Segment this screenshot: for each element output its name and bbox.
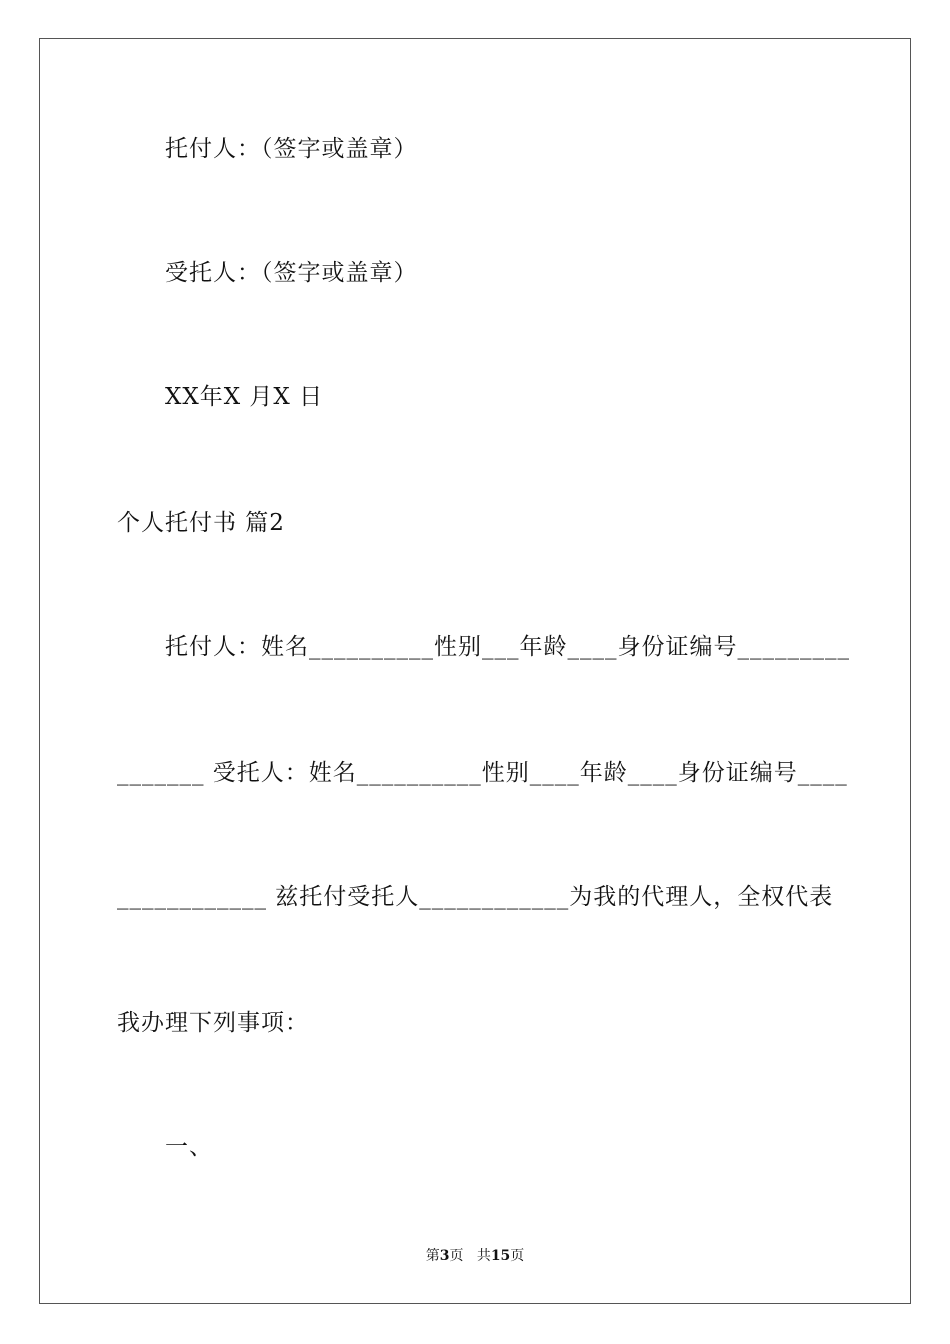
matters-line: 我办理下列事项： <box>117 1010 309 1036</box>
page-footer <box>0 1246 950 1266</box>
footer-total-number: 15 <box>490 1248 511 1264</box>
entruster-signature-line: 托付人：（签字或盖章） <box>165 136 418 162</box>
trustee-info-line: _______ 受托人：姓名__________性别____年龄____身份证编号____ <box>117 760 848 786</box>
footer-page-suffix: 页 <box>449 1248 464 1264</box>
footer-page-prefix: 第 <box>425 1248 440 1264</box>
appointment-line: ____________ 兹托付受托人____________为我的代理人，全权代表 <box>117 884 834 910</box>
page-border <box>39 38 911 1304</box>
footer-total-suffix: 页 <box>510 1248 525 1264</box>
entruster-info-line: 托付人：姓名__________性别___年龄____身份证编号_________ <box>165 634 850 660</box>
footer-total-prefix: 共 <box>476 1248 491 1264</box>
trustee-signature-line: 受托人：（签字或盖章） <box>165 260 418 286</box>
footer-page-number: 3 <box>439 1248 450 1264</box>
item-one: 一、 <box>165 1134 213 1160</box>
date-line: XX年X 月X 日 <box>165 384 324 410</box>
section-heading: 个人托付书 篇2 <box>117 510 285 536</box>
